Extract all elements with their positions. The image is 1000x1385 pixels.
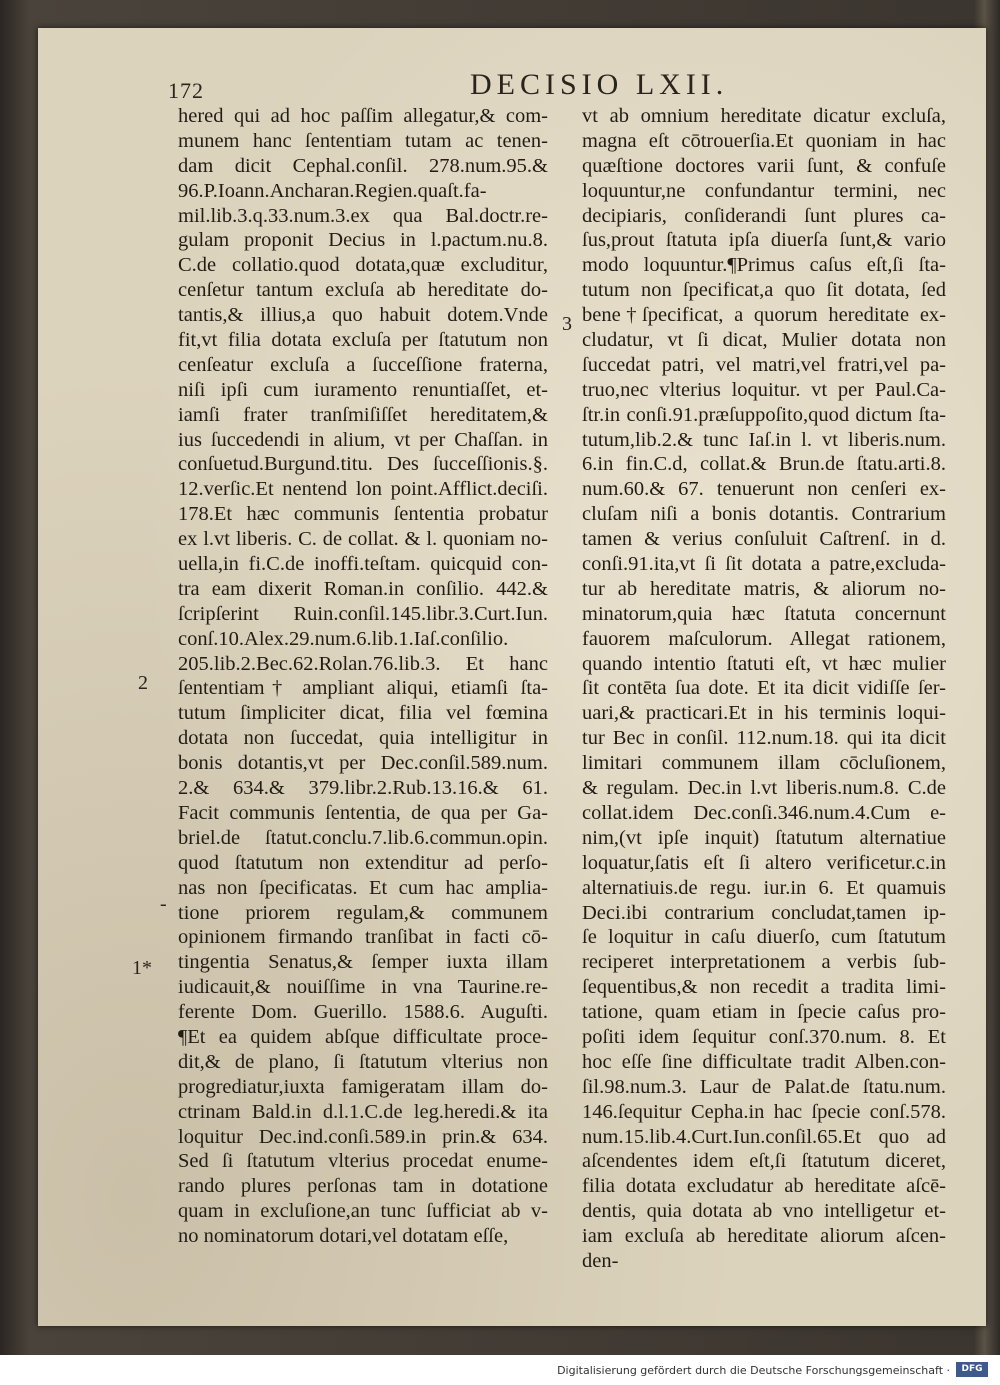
text-line: filia dotata excludatur ab hereditate aſcē-	[582, 1175, 946, 1198]
text-line: uari,& practicari.Et in his terminis loqui-	[582, 702, 946, 725]
text-line: ctrinam Bald.in d.l.1.C.de leg.heredi.& ita	[178, 1100, 548, 1123]
page-number: 172	[168, 78, 204, 103]
text-line: tur ab hereditate matris, & aliorum no-	[582, 577, 946, 600]
text-line: quod ſtatutum non extenditur ad perſo-	[178, 851, 548, 874]
text-line: tra eam dixerit Roman.in conſilio. 442.&	[178, 577, 548, 600]
text-line: fauorem maſculorum. Allegat rationem,	[582, 627, 946, 650]
text-line: ſequentibus,& non recedit a tradita limi-	[582, 976, 946, 999]
text-line: truo,nec vlterius loquitur. vt per Paul.Ca-	[582, 378, 946, 401]
text-line: quam in excluſione,an tunc ſufficiat ab v-	[178, 1200, 548, 1223]
text-line: iam excluſa ab hereditate aliorum aſcen-	[582, 1225, 946, 1248]
text-line: fit,vt filia dotata excluſa per ſtatutum non	[178, 329, 548, 352]
text-line: cluſam niſi a bonis dotantis. Contrarium	[582, 503, 946, 526]
text-line: iamſi frater tranſmiſiſſet hereditatem,&	[178, 403, 548, 426]
text-line: aſcendentes idem eſt,ſi ſtatutum diceret,	[582, 1150, 946, 1173]
text-line: tur Bec in conſil. 112.num.18. qui ita dicit	[582, 727, 946, 750]
text-line: ſcripſerint Ruin.conſil.145.libr.3.Curt.Iun.	[178, 602, 548, 625]
text-line: poſiti idem ſequitur conſ.370.num. 8. Et	[582, 1025, 946, 1048]
left-text-column	[178, 104, 548, 1249]
text-line: magna eſt cōtrouerſia.Et quoniam in hac	[582, 129, 946, 152]
text-line: gulam proponit Decius in l.pactum.nu.8.	[178, 229, 548, 252]
text-line: cenſeatur excluſa a ſucceſſione fraterna,	[178, 353, 548, 376]
text-line: ſtr.in conſi.91.præſuppoſito,quod dictum ſta-	[582, 403, 946, 426]
text-line: ſe loquitur in caſu diuerſo, cum ſtatutum	[582, 926, 946, 949]
text-line: ſuccedat patri, vel matri,vel fratri,vel pa-	[582, 353, 946, 376]
text-line: 6.in fin.C.d, collat.& Brun.de ſtatu.arti.8.	[582, 453, 946, 476]
text-line: briel.de ſtatut.conclu.7.lib.6.commun.opin.	[178, 826, 548, 849]
text-line: quæſtione doctores varii ſunt, & confuſe	[582, 154, 946, 177]
text-line: hoc eſſe ſine difficultate tradit Alben.con-	[582, 1050, 946, 1073]
text-line: & regulam. Dec.in l.vt liberis.num.8. C.de	[582, 777, 946, 800]
text-line: num.60.& 67. tenuerunt non cenſeri ex-	[582, 478, 946, 501]
text-line: collat.idem Dec.conſi.346.num.4.Cum e-	[582, 801, 946, 824]
text-line: munem hanc ſententiam tutam ac tenen-	[178, 129, 548, 152]
text-line: uella,in fi.C.de inoffi.teſtam. quicquid con-	[178, 553, 548, 576]
funding-notice: Digitalisierung gefördert durch die Deutsche Forschungsgemeinschaft ·	[557, 1364, 950, 1377]
dfg-logo: DFG	[956, 1362, 988, 1377]
text-line: opinionem firmando tranſibat in facti cō-	[178, 926, 548, 949]
text-line: ſil.98.num.3. Laur de Palat.de ſtatu.num.	[582, 1075, 946, 1098]
text-line: modo loquuntur.¶Primus caſus eſt,ſi ſta-	[582, 254, 946, 277]
text-line: niſi ipſi cum iuramento renuntiaſſet, et-	[178, 378, 548, 401]
text-line: conſi.91.ita,vt ſi ſit dotata a patre,excluda-	[582, 553, 946, 576]
text-line: ſententiam† ampliant aliqui, etiamſi ſta-	[178, 677, 548, 700]
text-line: hered qui ad hoc paſſim allegatur,& com-	[178, 105, 548, 127]
text-line: vt ab omnium hereditate dicatur excluſa,	[582, 105, 946, 127]
text-line: Facit communis ſententia, de qua per Ga-	[178, 801, 548, 824]
footer-bar	[0, 1355, 1000, 1385]
text-line: cludatur, vt ſi dicat, Mulier dotata non	[582, 329, 946, 352]
text-line: 2.& 634.& 379.libr.2.Rub.13.16.& 61.	[178, 777, 548, 800]
text-line: no nominatorum dotari,vel dotatam eſſe,	[178, 1225, 509, 1248]
text-line: tutum non ſpecificat,a quo ſit dotata, ſed	[582, 279, 946, 302]
text-line: tantis,& illius,a quo habuit dotem.Vnde	[178, 304, 548, 327]
text-line: rando plures perſonas tam in dotatione	[178, 1175, 548, 1198]
text-line: decipiaris, conſiderandi ſunt plures ca-	[582, 204, 946, 227]
text-line: progrediatur,iuxta famigeratam illam do-	[178, 1075, 548, 1098]
text-line: alternatiuis.de regu. iur.in 6. Et quamuis	[582, 876, 946, 899]
text-line: ſus,prout ſtatuta ipſa diuerſa ſunt,& vario	[582, 229, 946, 252]
text-line: C.de collatio.quod dotata,quæ excluditur,	[178, 254, 548, 277]
text-line: cenſetur tantum excluſa ab hereditate do-	[178, 279, 548, 302]
text-line: nim,(vt ipſe inquit) ſtatutum alternatiue	[582, 826, 946, 849]
text-line: 205.lib.2.Bec.62.Rolan.76.lib.3. Et hanc	[178, 652, 548, 675]
text-line: 12.verſic.Et nentend lon point.Afflict.deciſi.	[178, 478, 548, 501]
text-line: ¶Et ea quidem abſque difficultate proce-	[178, 1025, 548, 1048]
text-line: mil.lib.3.q.33.num.3.ex qua Bal.doctr.re-	[178, 204, 548, 227]
text-line: minatorum,quia hæc ſtatuta concernunt	[582, 602, 946, 625]
text-line: tatione, quam etiam in ſpecie caſus pro-	[582, 1001, 946, 1024]
right-text-column	[582, 104, 946, 1274]
text-line: Sed ſi ſtatutum vlterius procedat enume-	[178, 1150, 548, 1173]
margin-mark-star: 1*	[132, 957, 152, 979]
text-line: loquuntur,ne confundantur termini, nec	[582, 179, 946, 202]
text-line: bonis dotantis,vt per Dec.conſil.589.num.	[178, 752, 548, 775]
margin-mark-2: 2	[138, 672, 148, 694]
text-line: ius ſuccedendi in alium, vt per Chaſſan. in	[178, 428, 548, 451]
text-line: ex l.vt liberis. C. de collat. & l. quoniam no-	[178, 528, 548, 551]
text-line: ſit contēta ſua dote. Et ita dicit vidiſſe ſer-	[582, 677, 946, 700]
text-line: tamen & verius conſuluit Caſtrenſ. in d.	[582, 528, 946, 551]
text-line: loquitur Dec.ind.conſi.589.in prin.& 634.	[178, 1125, 548, 1148]
text-line: Deci.ibi contrarium concludat,tamen ip-	[582, 901, 946, 924]
text-line: 96.P.Ioann.Ancharan.Regien.quaſt.fa-	[178, 179, 487, 202]
margin-mark-3: 3	[562, 313, 572, 335]
text-line: dotata non ſuccedat, quia intelligitur in	[178, 727, 548, 750]
running-title: DECISIO LXII.	[470, 68, 729, 101]
text-line: conſuetud.Burgund.titu. Des ſucceſſionis.§.	[178, 453, 548, 476]
text-line: bene†ſpecificat, a quorum hereditate ex-	[582, 304, 946, 327]
text-line: tingentia Senatus,& ſemper iuxta illam	[178, 951, 548, 974]
text-line: den-	[582, 1249, 619, 1272]
text-line: reciperet interpretationem a verbis ſub-	[582, 951, 946, 974]
text-line: limitari communem illam cōcluſionem,	[582, 752, 946, 775]
text-line: nas non ſpecificatas. Et cum hac amplia-	[178, 876, 548, 899]
text-line: 146.ſequitur Cepha.in hac ſpecie conſ.578.	[582, 1100, 946, 1123]
text-line: dentis, quia dotata ab vno intelligetur et-	[582, 1200, 946, 1223]
text-line: conſ.10.Alex.29.num.6.lib.1.Iaſ.conſilio.	[178, 627, 509, 650]
text-line: loquatur,ſatis eſt ſi altero verificetur.c.in	[582, 851, 946, 874]
text-line: 178.Et hæc communis ſententia probatur	[178, 503, 548, 526]
text-line: tutum,lib.2.& tunc Iaſ.in l. vt liberis.num.	[582, 428, 946, 451]
text-line: dit,& de plano, ſi ſtatutum vlterius non	[178, 1050, 548, 1073]
text-line: quando intentio ſtatuti eſt, vt hæc mulier	[582, 652, 946, 675]
text-line: tione priorem regulam,& communem	[178, 901, 548, 924]
margin-mark-dash: -	[160, 893, 167, 915]
text-line: dam dicit Cephal.conſil. 278.num.95.&	[178, 154, 548, 177]
text-line: num.15.lib.4.Curt.Iun.conſil.65.Et quo ad	[582, 1125, 946, 1148]
text-line: ferente Dom. Guerillo. 1588.6. Auguſti.	[178, 1001, 548, 1024]
text-line: iudicauit,& nouiſſime in vna Taurine.re-	[178, 976, 548, 999]
text-line: tutum ſimpliciter dicat, filia vel fœmina	[178, 702, 548, 725]
